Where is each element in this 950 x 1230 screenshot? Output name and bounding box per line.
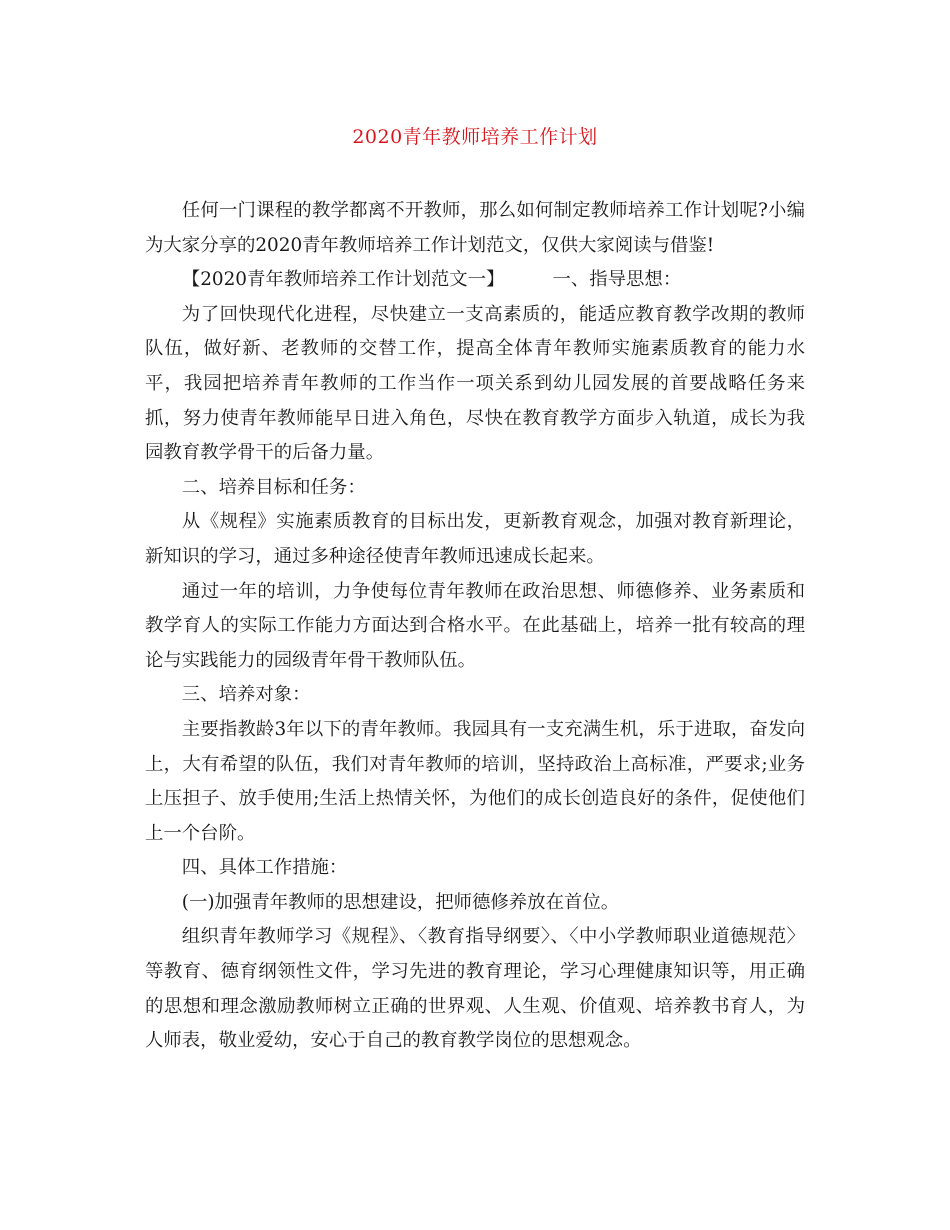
- paragraph-goals-2: 通过一年的培训，力争使每位青年教师在政治思想、师德修养、业务素质和教学育人的实际工作能力方面达到合格水平。在此基础上，培养一批有较高的理论与实践能力的园级青年骨干教师队伍。: [145, 580, 805, 671]
- document-body: [145, 194, 805, 1059]
- document-title: 2020青年教师培养工作计划: [352, 126, 598, 148]
- paragraph-training-targets: 主要指教龄3年以下的青年教师。我园具有一支充满生机，乐于进取，奋发向上，大有希望的队伍，我们对青年教师的培训，坚持政治上高标准，严要求;业务上压担子、放手使用;生活上热情关怀，为他们的成长创造良好的条件，促使他们上一个台阶。: [145, 718, 805, 844]
- paragraph-goals-1: 从《规程》实施素质教育的目标出发，更新教育观念，加强对教育新理论，新知识的学习，通过多种途径使青年教师迅速成长起来。: [145, 511, 805, 567]
- subheading-ideology-building: (一)加强青年教师的思想建设，把师德修养放在首位。: [181, 891, 620, 913]
- section-header-line: [145, 263, 805, 298]
- heading-specific-measures: 四、具体工作措施：: [181, 857, 348, 879]
- paragraph-guiding-ideology: 为了回快现代化进程，尽快建立一支高素质的，能适应教育教学改期的教师队伍，做好新、老教师的交替工作，提高全体青年教师实施素质教育的能力水平，我园把培养青年教师的工作当作一项关系到幼儿园发展的首要战略任务来抓，努力使青年教师能早日进入角色，尽快在教育教学方面步入轨道，成长为我园教育教学骨干的后备力量。: [145, 303, 805, 464]
- sample-heading: 【2020青年教师培养工作计划范文一】: [181, 269, 505, 291]
- heading-guiding-ideology: 一、指导思想：: [552, 269, 682, 291]
- intro-paragraph: 任何一门课程的教学都离不开教师，那么如何制定教师培养工作计划呢?小编为大家分享的2020青年教师培养工作计划范文，仅供大家阅读与借鉴!: [145, 200, 805, 256]
- heading-training-targets: 三、培养对象：: [181, 684, 311, 706]
- paragraph-ideology-building: 组织青年教师学习《规程》、〈教育指导纲要〉、〈中小学教师职业道德规范〉等教育、德育纲领性文件，学习先进的教育理论，学习心理健康知识等，用正确的思想和理念激励教师树立正确的世界观、人生观、价值观、培养教书育人，为人师表，敬业爱幼，安心于自己的教育教学岗位的思想观念。: [145, 926, 805, 1052]
- heading-goals-tasks: 二、培养目标和任务：: [181, 476, 366, 498]
